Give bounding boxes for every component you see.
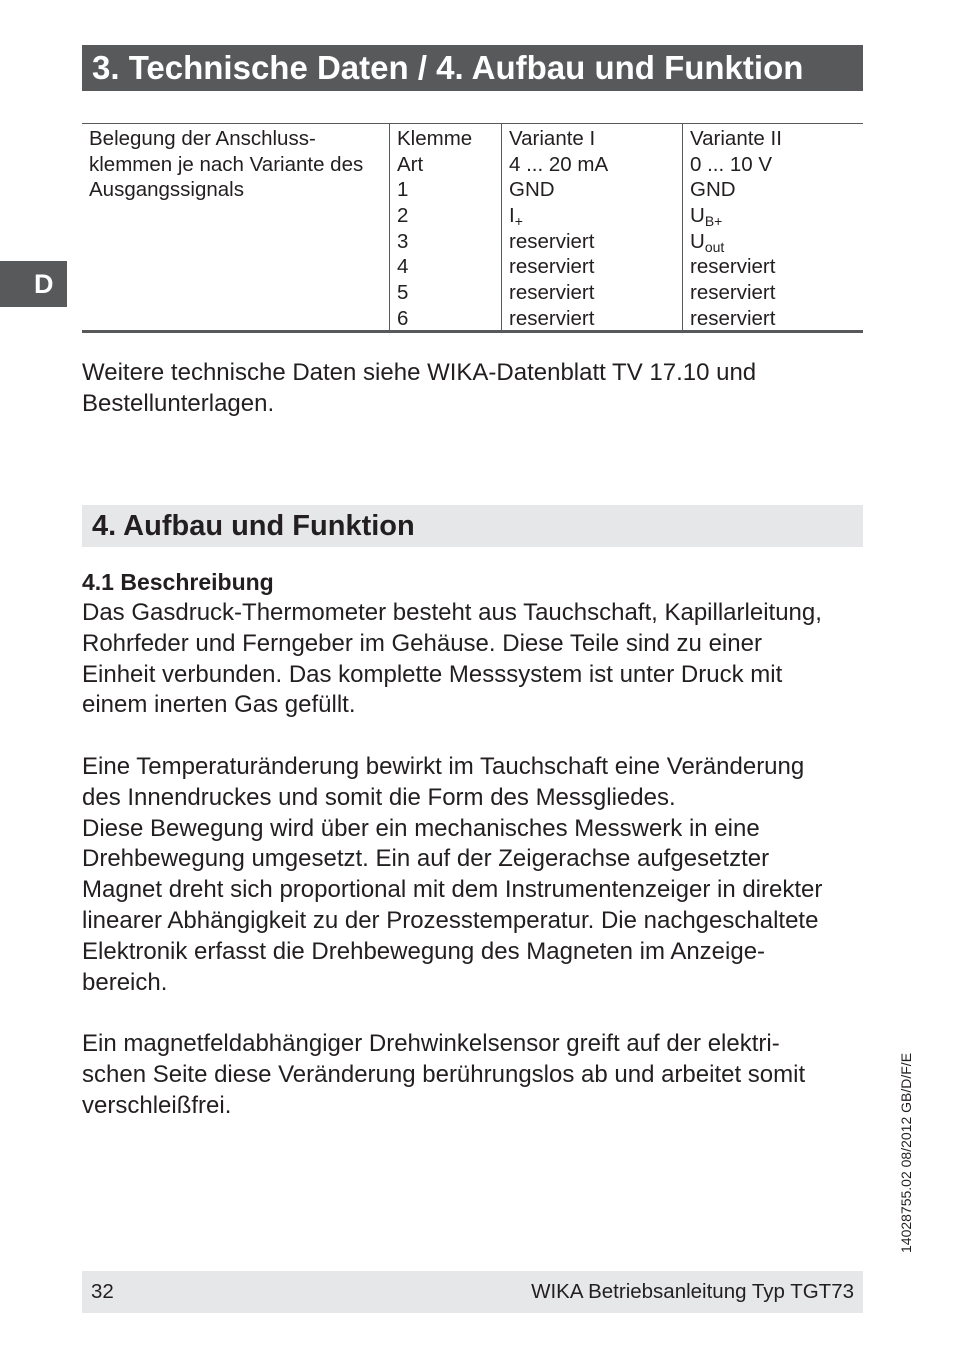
- table-cell-text: reserviert: [509, 255, 595, 279]
- section-heading: 4. Aufbau und Funktion: [82, 505, 863, 547]
- table-cell-text: Variante II: [690, 127, 782, 150]
- page-number: 32: [91, 1280, 114, 1303]
- text-line: Einheit verbunden. Das komplette Messsystem ist unter Druck mit: [82, 660, 783, 688]
- table-cell: [509, 254, 682, 280]
- table-label-line: klemmen je nach Variante des: [89, 152, 364, 176]
- table-cell-text: U: [690, 204, 705, 228]
- table-label-line: Ausgangssignals: [89, 178, 244, 202]
- table-cell-text: 1: [397, 178, 409, 202]
- text-line: verschleißfrei.: [82, 1091, 232, 1119]
- text-line: schen Seite diese Veränderung berührungslos ab und arbeitet somit: [82, 1060, 806, 1088]
- table-cell-subscript: out: [704, 238, 725, 255]
- table-cell: [509, 306, 682, 332]
- table-cell-text: reserviert: [509, 229, 595, 253]
- table-cell-text: Klemme: [397, 127, 473, 150]
- text-line: bereich.: [82, 968, 168, 996]
- footer-title: WIKA Betriebsanleitung Typ TGT73: [531, 1280, 854, 1303]
- table-cell: [690, 126, 863, 152]
- page-footer: [82, 1271, 863, 1313]
- table-cell: [397, 177, 501, 203]
- text-line: Magnet dreht sich proportional mit dem Instrumentenzeiger in direkter: [82, 876, 823, 904]
- table-cell-text: U: [690, 229, 705, 253]
- table-cell-text: GND: [690, 178, 736, 202]
- text-line: Rohrfeder und Ferngeber im Gehäuse. Diese Teile sind zu einer: [82, 629, 762, 657]
- table-column-variante-1: [501, 124, 682, 330]
- text-line: einem inerten Gas gefüllt.: [82, 691, 356, 719]
- table-cell: [509, 177, 682, 203]
- page-title: 3. Technische Daten / 4. Aufbau und Funktion: [82, 45, 863, 91]
- table-cell-text: I: [509, 204, 515, 228]
- text-line: Weitere technische Daten siehe WIKA-Datenblatt TV 17.10 und: [82, 359, 757, 386]
- table-cell: [397, 229, 501, 255]
- table-cell-text: reserviert: [690, 255, 776, 279]
- text-line: Ein magnetfeldabhängiger Drehwinkelsensor greift auf der elektri-: [82, 1030, 780, 1057]
- table-cell: [690, 280, 863, 306]
- language-tab: D: [0, 261, 67, 307]
- table-cell-text: 4: [397, 255, 409, 279]
- table-cell-text: 0 ... 10 V: [690, 152, 773, 176]
- table-cell-text: reserviert: [509, 306, 595, 330]
- document-code: 14028755.02 08/2012 GB/D/F/E: [898, 1052, 914, 1253]
- table-cell: [397, 152, 501, 178]
- table-cell-text: Variante I: [509, 127, 596, 150]
- datasheet-reference: [82, 358, 872, 420]
- text-line: Drehbewegung umgesetzt. Ein auf der Zeigerachse aufgesetzter: [82, 845, 770, 873]
- table-cell-text: 5: [397, 281, 409, 305]
- table-label-line: Belegung der Anschluss-: [89, 127, 316, 150]
- table-cell-text: 2: [397, 204, 409, 228]
- table-cell: [690, 152, 863, 178]
- table-cell: [509, 229, 682, 255]
- table-cell-subscript: B+: [704, 213, 723, 230]
- table-column-klemme: [389, 124, 501, 330]
- table-column-variante-2: [682, 124, 863, 330]
- table-cell: [509, 126, 682, 152]
- subsection-heading: 4.1 Beschreibung: [82, 569, 274, 595]
- text-line: Elektronik erfasst die Drehbewegung des Magneten im Anzeige-: [82, 937, 766, 965]
- table-cell-text: reserviert: [690, 306, 776, 330]
- text-line: Das Gasdruck-Thermometer besteht aus Tauchschaft, Kapillarleitung,: [82, 599, 822, 626]
- table-cell: [690, 203, 863, 229]
- table-cell: [397, 306, 501, 332]
- table-cell: [509, 152, 682, 178]
- text-line: Diese Bewegung wird über ein mechanisches Messwerk in eine: [82, 814, 760, 842]
- table-cell-text: 6: [397, 306, 409, 330]
- table-cell: [690, 254, 863, 280]
- text-line: des Innendruckes und somit die Form des Messgliedes.: [82, 783, 676, 811]
- table-cell-text: 4 ... 20 mA: [509, 152, 609, 176]
- table-cell: [690, 177, 863, 203]
- table-cell-subscript: +: [514, 213, 523, 230]
- table-cell: [397, 203, 501, 229]
- terminal-assignment-table: [82, 123, 863, 333]
- table-cell-text: 3: [397, 229, 409, 253]
- table-cell: [397, 280, 501, 306]
- description-paragraph-1: [82, 598, 872, 721]
- table-cell: [509, 203, 682, 229]
- text-line: Eine Temperaturänderung bewirkt im Tauchschaft eine Veränderung: [82, 753, 805, 780]
- description-paragraph-3: [82, 1029, 872, 1121]
- table-cell: [509, 280, 682, 306]
- text-line: linearer Abhängigkeit zu der Prozesstemperatur. Die nachgeschaltete: [82, 906, 819, 934]
- table-cell: [690, 306, 863, 332]
- table-cell: [397, 254, 501, 280]
- table-cell-text: reserviert: [509, 281, 595, 305]
- table-cell-text: reserviert: [690, 281, 776, 305]
- table-cell: [690, 229, 863, 255]
- table-cell-text: GND: [509, 178, 555, 202]
- text-line: Bestellunterlagen.: [82, 389, 275, 417]
- description-paragraph-2: [82, 752, 872, 998]
- table-cell: [397, 126, 501, 152]
- table-cell-text: Art: [397, 152, 424, 176]
- table-label-column: [82, 124, 389, 330]
